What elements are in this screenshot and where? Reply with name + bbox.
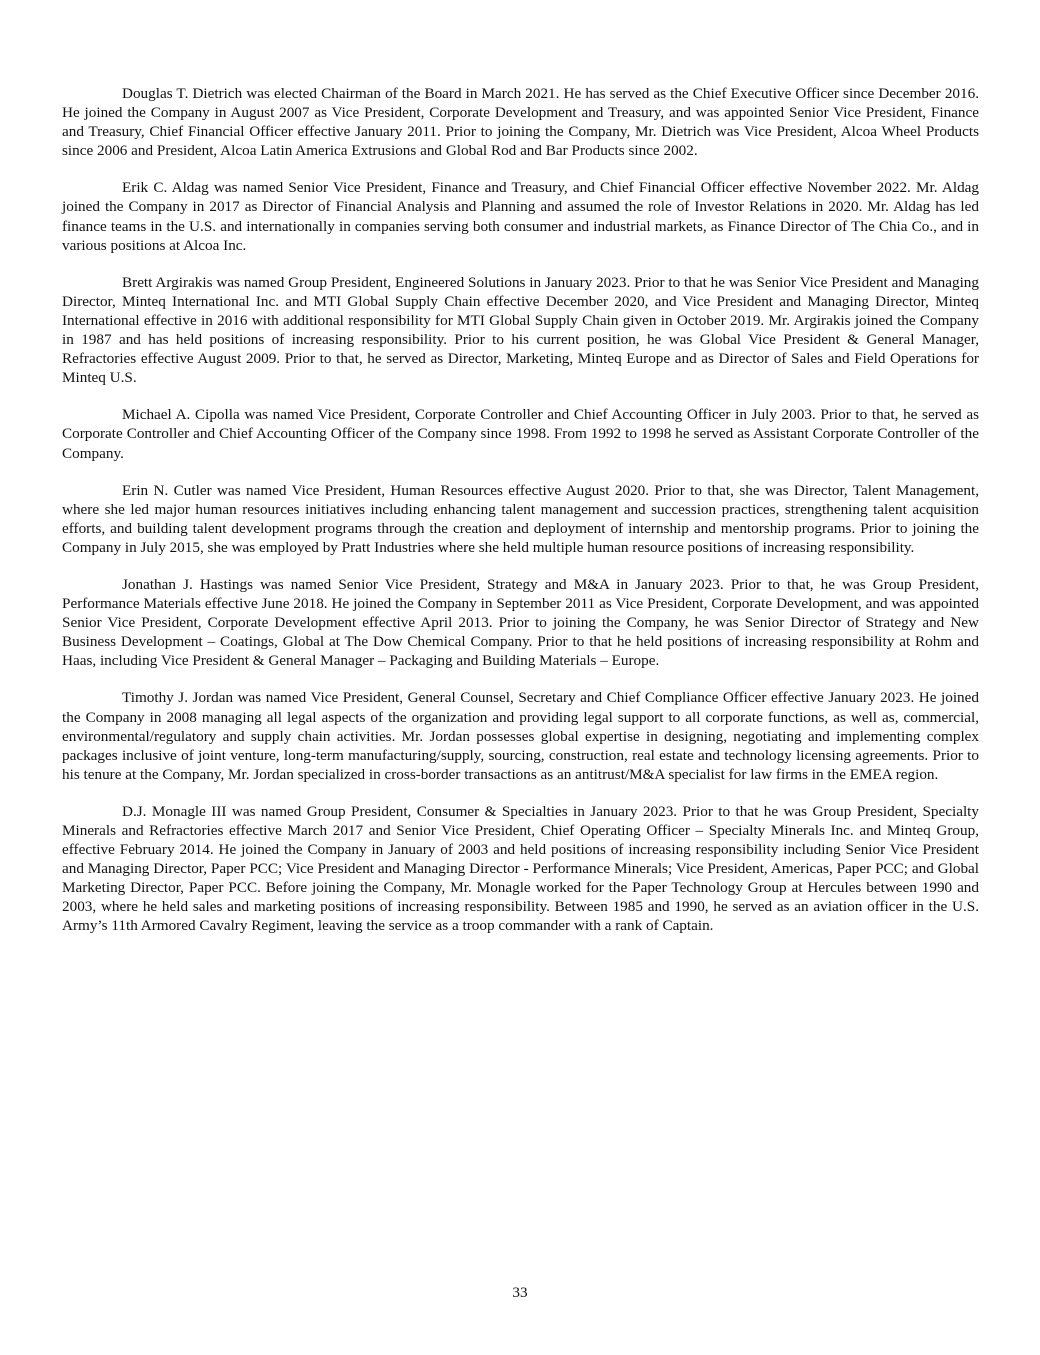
bio-paragraph-brett-argirakis: Brett Argirakis was named Group President, Engineered Solutions in January 2023. Prior to that he was Senior Vice President and Managing Director, Minteq International Inc. and MTI Global Supply Chain effective December 2020, and Vice President and Managing Director, Minteq International effective in 2016 with additional responsibility for MTI Global Supply Chain given in October 2019. Mr. Argirakis joined the Company in 1987 and has held positions of increasing responsibility. Prior to his current position, he was Global Vice President & General Manager, Refractories effective August 2009. Prior to that, he served as Director, Marketing, Minteq Europe and as Director of Sales and Field Operations for Minteq U.S.: [62, 273, 979, 387]
bio-paragraph-jonathan-hastings: Jonathan J. Hastings was named Senior Vice President, Strategy and M&A in January 2023. Prior to that, he was Group President, Performance Materials effective June 2018. He joined the Company in September 2011 as Vice President, Corporate Development, and was appointed Senior Vice President, Corporate Development effective April 2013. Prior to joining the Company, he was Senior Director of Strategy and New Business Development – Coatings, Global at The Dow Chemical Company. Prior to that he held positions of increasing responsibility at Rohm and Haas, including Vice President & General Manager – Packaging and Building Materials – Europe.: [62, 575, 979, 670]
bio-paragraph-michael-cipolla: Michael A. Cipolla was named Vice President, Corporate Controller and Chief Accounting Officer in July 2003. Prior to that, he served as Corporate Controller and Chief Accounting Officer of the Company since 1998. From 1992 to 1998 he served as Assistant Corporate Controller of the Company.: [62, 406, 979, 462]
bio-paragraph-dj-monagle: D.J. Monagle III was named Group President, Consumer & Specialties in January 2023. Prior to that he was Group President, Specialty Minerals and Refractories effective March 2017 and Senior Vice President, Chief Operating Officer – Specialty Minerals Inc. and Minteq Group, effective February 2014. He joined the Company in January of 2003 and held positions of increasing responsibility including Senior Vice President and Managing Director, Paper PCC; Vice President and Managing Director - Performance Minerals; Vice President, Americas, Paper PCC; and Global Marketing Director, Paper PCC. Before joining the Company, Mr. Monagle worked for the Paper Technology Group at Hercules between 1990 and 2003, where he held sales and marketing positions of increasing responsibility. Between 1985 and 1990, he served as an aviation officer in the U.S. Army’s 11th Armored Cavalry Regiment, leaving the service as a troop commander with a rank of Captain.: [62, 802, 979, 935]
bio-paragraph-erin-cutler: Erin N. Cutler was named Vice President, Human Resources effective August 2020. Prior to that, she was Director, Talent Management, where she led major human resources initiatives including enhancing talent management and succession practices, strengthening talent acquisition efforts, and building talent development programs through the creation and deployment of internship and mentorship programs. Prior to joining the Company in July 2015, she was employed by Pratt Industries where she held multiple human resource positions of increasing responsibility.: [62, 481, 979, 556]
bio-paragraph-erik-aldag: Erik C. Aldag was named Senior Vice President, Finance and Treasury, and Chief Financial Officer effective November 2022. Mr. Aldag joined the Company in 2017 as Director of Financial Analysis and Planning and assumed the role of Investor Relations in 2020. Mr. Aldag has led finance teams in the U.S. and internationally in companies serving both consumer and industrial markets, as Finance Director of The Chia Co., and in various positions at Alcoa Inc.: [62, 179, 979, 254]
page-number: 33: [512, 1284, 528, 1301]
bio-paragraph-douglas-dietrich: Douglas T. Dietrich was elected Chairman of the Board in March 2021. He has served as the Chief Executive Officer since December 2016. He joined the Company in August 2007 as Vice President, Corporate Development and Treasury, and was appointed Senior Vice President, Finance and Treasury, Chief Financial Officer effective January 2011. Prior to joining the Company, Mr. Dietrich was Vice President, Alcoa Wheel Products since 2006 and President, Alcoa Latin America Extrusions and Global Rod and Bar Products since 2002.: [62, 85, 979, 160]
document-body: [62, 84, 979, 954]
bio-paragraph-timothy-jordan: Timothy J. Jordan was named Vice President, General Counsel, Secretary and Chief Compliance Officer effective January 2023. He joined the Company in 2008 managing all legal aspects of the organization and providing legal support to all corporate functions, as well as, commercial, environmental/regulatory and supply chain activities. Mr. Jordan possesses global expertise in designing, negotiating and implementing complex packages inclusive of joint venture, long-term manufacturing/supply, sourcing, construction, real estate and technology licensing agreements. Prior to his tenure at the Company, Mr. Jordan specialized in cross-border transactions as an antitrust/M&A specialist for law firms in the EMEA region.: [62, 689, 979, 783]
